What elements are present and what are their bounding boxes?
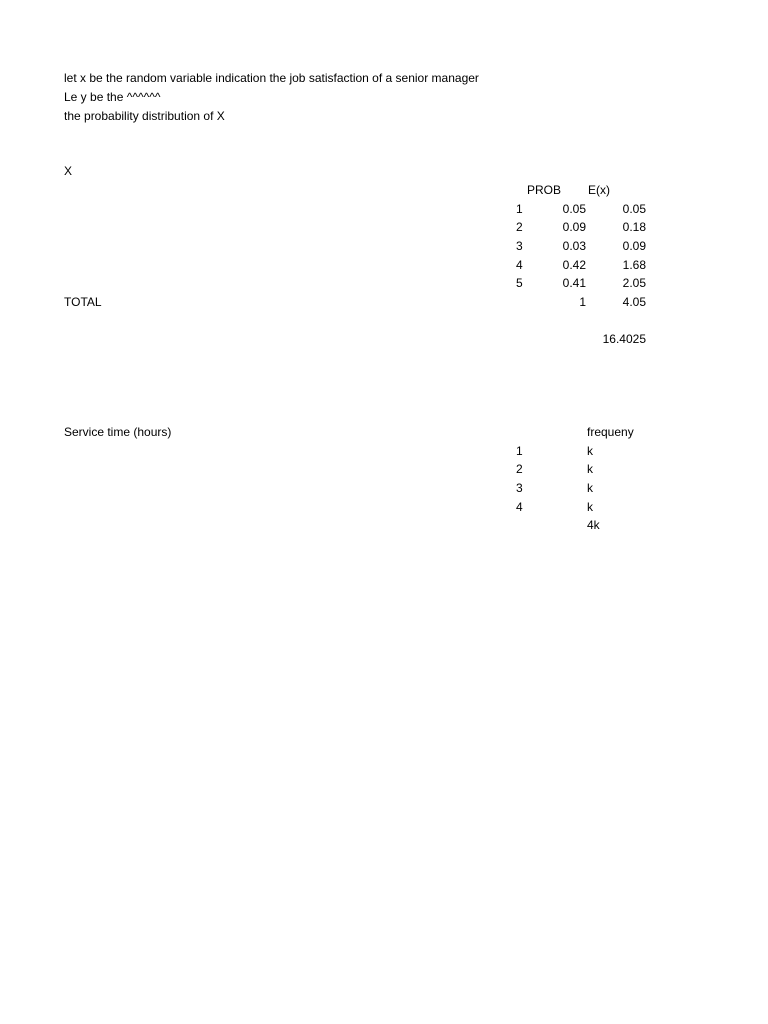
service-time-value: 3 [516,481,523,495]
total-prob: 1 [579,295,586,309]
service-time-label: Service time (hours) [64,425,172,439]
frequency-value: k [587,462,593,476]
frequency-value: k [587,481,593,495]
prob-value: 0.03 [562,239,586,253]
ex-value: 0.09 [622,239,646,253]
prob-value: 0.05 [562,202,586,216]
total-ex: 4.05 [622,295,646,309]
intro-line-3: the probability distribution of X [64,109,225,123]
ex-value: 0.18 [622,220,646,234]
service-time-value: 1 [516,444,523,458]
ex-value: 2.05 [622,276,646,290]
squared-value: 16.4025 [602,332,646,346]
frequency-header: frequeny [587,425,634,439]
prob-value: 0.42 [562,258,586,272]
intro-line-1: let x be the random variable indication the job satisfaction of a senior manager [64,71,479,85]
x-label: X [64,164,73,178]
prob-header: PROB [527,183,562,197]
x-value: 1 [516,202,523,216]
total-label: TOTAL [64,295,102,309]
intro-line-2: Le y be the ^^^^^^ [64,90,161,104]
frequency-value: k [587,444,593,458]
service-time-value: 2 [516,462,523,476]
x-value: 5 [516,276,523,290]
x-value: 2 [516,220,523,234]
service-time-value: 4 [516,500,523,514]
ex-header: E(x) [588,183,610,197]
ex-value: 0.05 [622,202,646,216]
frequency-value: k [587,500,593,514]
ex-value: 1.68 [622,258,646,272]
prob-value: 0.09 [562,220,586,234]
x-value: 4 [516,258,523,272]
frequency-total: 4k [587,518,600,532]
x-value: 3 [516,239,523,253]
prob-value: 0.41 [562,276,586,290]
